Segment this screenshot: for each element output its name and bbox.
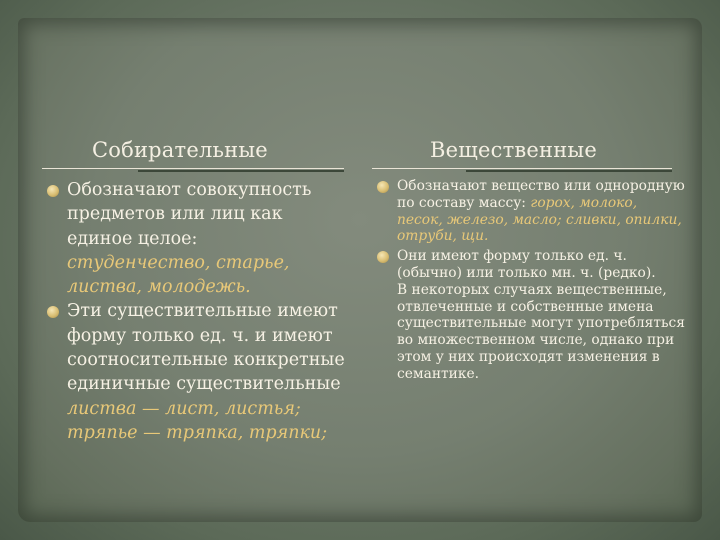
item-example: горох, молоко, песок, железо, масло; сливки, опилки, отруби, щи. bbox=[397, 194, 682, 245]
bullet-icon bbox=[47, 306, 59, 318]
bullet-icon bbox=[377, 181, 389, 193]
item-text: Обозначают совокупность предметов или лиц как единое целое: bbox=[67, 180, 312, 249]
bullet-icon bbox=[377, 251, 389, 263]
left-column-title: Собирательные bbox=[92, 138, 268, 162]
item-example: листва — лист, листья; тряпье — тряпка, тряпки; bbox=[67, 398, 328, 443]
right-bullet-list bbox=[375, 178, 685, 383]
list-item bbox=[375, 248, 685, 382]
left-bullet-list bbox=[45, 178, 345, 445]
list-item bbox=[45, 178, 345, 299]
right-column-title: Вещественные bbox=[430, 138, 597, 162]
item-text: Обозначают вещество или однородную по составу массу: bbox=[397, 178, 685, 211]
right-title-underline bbox=[372, 168, 672, 169]
list-item bbox=[45, 299, 345, 445]
item-text: Эти существительные имеют форму только ед. ч. и имеют соотносительные конкретные единичные существительные bbox=[67, 301, 345, 395]
item-extra-text: В некоторых случаях вещественные, отвлеченные и собственные имена существительные могут употребляться во множественном числе, однако при этом у них происходят изменения в семантике. bbox=[397, 281, 685, 382]
item-text: Они имеют форму только ед. ч. (обычно) или только мн. ч. (редко). bbox=[397, 248, 656, 281]
item-example: студенчество, старье, листва, молодежь. bbox=[67, 252, 290, 298]
left-title-underline bbox=[42, 168, 344, 169]
left-title-underline-dark bbox=[138, 170, 344, 172]
list-item bbox=[375, 178, 685, 245]
bullet-icon bbox=[47, 185, 59, 197]
right-title-underline-dark bbox=[466, 170, 672, 172]
